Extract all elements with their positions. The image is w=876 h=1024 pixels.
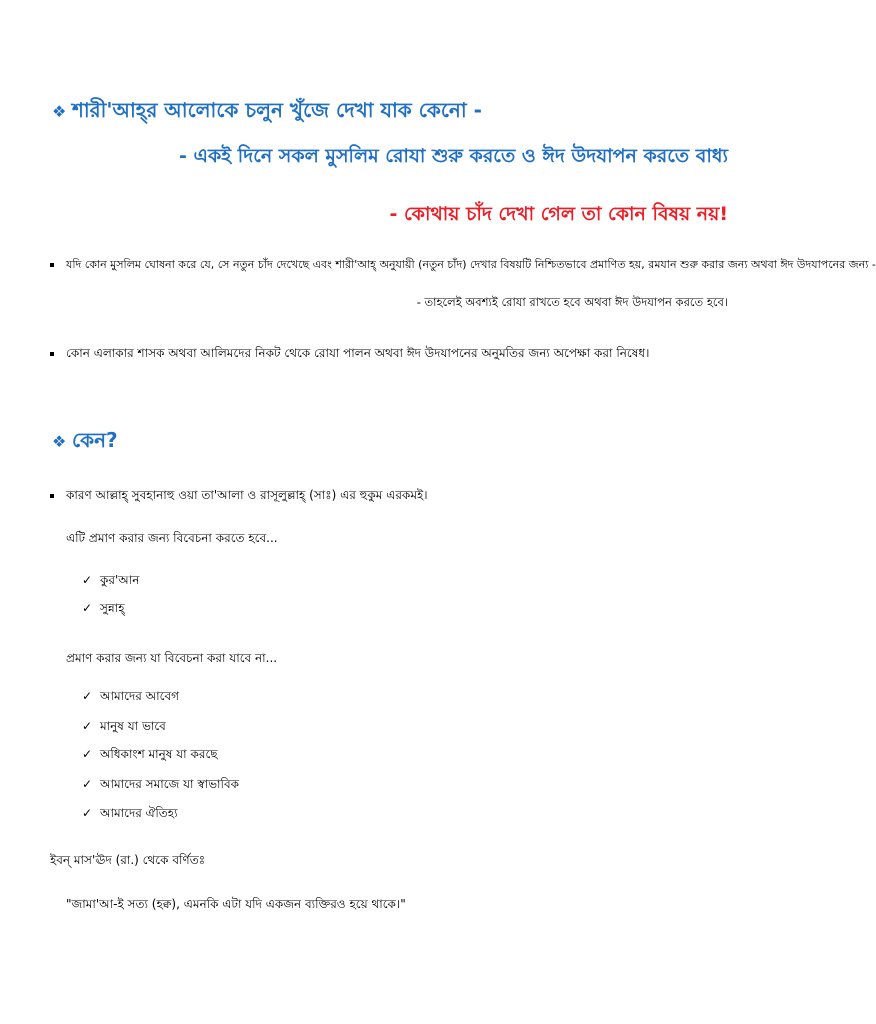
check-icon: ✓: [82, 573, 93, 587]
list-item: ✓ কুর'আন: [82, 573, 140, 587]
check-icon: ✓: [82, 806, 93, 820]
list-item: ✓ সুন্নাহ্‌: [82, 601, 125, 615]
not-consider-intro: প্রমাণ করার জন্য যা বিবেচনা করা যাবে না...: [66, 651, 278, 665]
check-icon: ✓: [82, 601, 93, 615]
main-heading-text: শারী'আহ্‌র আলোকে চলুন খুঁজে দেখা যাক কেনো -: [72, 98, 482, 122]
consider-intro: এটি প্রমাণ করার জন্য বিবেচনা করতে হবে...: [66, 531, 278, 545]
square-bullet-icon: [50, 263, 54, 267]
why-heading-text: কেন?: [72, 428, 118, 452]
check-icon: ✓: [82, 777, 93, 791]
list-item: ✓ মানুষ যা ভাবে: [82, 719, 166, 733]
diamond-bullet-icon: ❖: [52, 102, 67, 121]
square-bullet-icon: [50, 494, 54, 498]
list-item: ✓ আমাদের সমাজে যা স্বাভাবিক: [82, 777, 240, 791]
main-heading: [52, 96, 482, 129]
square-bullet-icon: [50, 352, 54, 356]
para1-line1: যদি কোন মুসলিম ঘোষনা করে যে, সে নতুন চাঁদ দেখেছে এবং শারী'আহ্‌ অনুযায়ী (নতুন চাঁদ) দেখার বিষয়টি নিশ্চিতভাবে প্রমাণিত হয়, রমযান শুরু করার জন্য অথবা ঈদ উদযাপনের জন্য -: [66, 258, 876, 271]
diamond-bullet-icon: ❖: [52, 432, 67, 451]
check-icon: ✓: [82, 719, 93, 733]
list-item: ✓ অধিকাংশ মানুষ যা করছে: [82, 747, 218, 761]
narration-intro: ইবন্‌ মাস'ঊদ (রা.) থেকে বর্ণিতঃ: [50, 853, 206, 867]
check-icon: ✓: [82, 747, 93, 761]
check-icon: ✓: [82, 689, 93, 703]
list-item: ✓ আমাদের আবেগ: [82, 689, 180, 703]
why-heading: [52, 426, 118, 459]
hadith-quote: "জামা'আ-ই সত্য (হক্ব), এমনকি এটা যদি একজন ব্যক্তিরও হয়ে থাকে।": [66, 897, 406, 911]
subheading-location: - কোথায় চাঁদ দেখা গেল তা কোন বিষয় নয়!: [389, 203, 728, 225]
reason-text: কারণ আল্লাহ্‌ সুবহানাহু ওয়া তা'আলা ও রাসূলুল্লাহ্‌ (সাঃ) এর হুকুম এরকমই।: [66, 488, 428, 502]
para1-line2: - তাহলেই অবশ্যই রোযা রাখতে হবে অথবা ঈদ উদযাপন করতে হবে।: [416, 295, 728, 309]
subheading-same-day: - একই দিনে সকল মুসলিম রোযা শুরু করতে ও ঈদ উদযাপন করতে বাধ্য: [179, 145, 728, 167]
list-item: ✓ আমাদের ঐতিহ্য: [82, 806, 178, 820]
para2: কোন এলাকার শাসক অথবা আলিমদের নিকট থেকে রোযা পালন অথবা ঈদ উদযাপনের অনুমতির জন্য অপেক্ষা করা নিষেধ।: [66, 346, 650, 360]
